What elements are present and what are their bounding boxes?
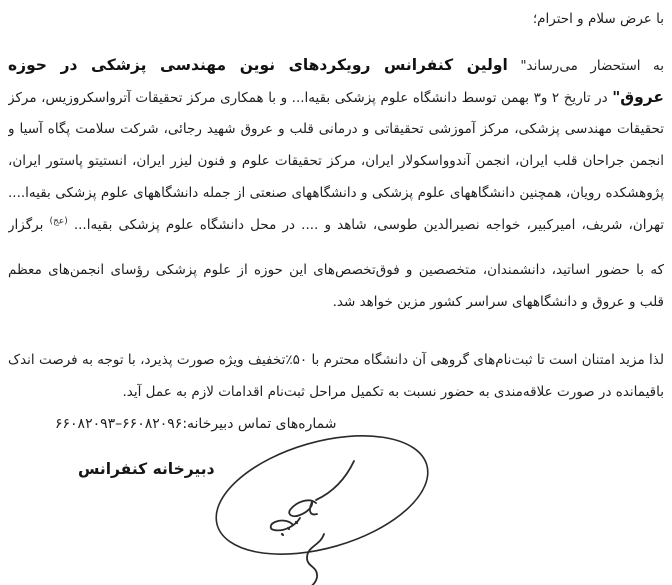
body-text: برگزار — [8, 217, 44, 233]
body-text: پژوهشکده رویان، همچنین دانشگاههای علوم پزشکی و دانشگاههای صنعتی از جمله دانشگاههای علوم پزشکی بقیه‌ا.... — [8, 185, 664, 201]
conference-title-part2: عروق" — [612, 88, 664, 106]
intro-text: به استحضار می‌رساند" — [507, 58, 664, 74]
body-text: باقیمانده در صورت علاقه‌مندی به حضور نسبت به تکمیل مراحل ثبت‌نام اقدامات لازم به عمل آید. — [122, 384, 664, 400]
paragraph-line — [8, 113, 664, 145]
body-text: تهران، شریف، امیرکبیر، خواجه نصیرالدین طوسی، شاهد و .... در محل دانشگاه علوم پزشکی بقیه‌ا... — [67, 217, 664, 233]
paragraph-line — [8, 49, 664, 81]
signature-stroke-loops — [289, 500, 317, 516]
paragraph-line — [8, 376, 664, 408]
contact-phone-numbers: ۶۶۰۸۲۰۹۳–۶۶۰۸۲۰۹۶ — [55, 416, 183, 432]
conference-title-part1: اولین کنفرانس رویکردهای نوین مهندسی پزشکی در حوزه — [8, 56, 508, 74]
signature-oval — [203, 424, 442, 576]
body-text: در تاریخ ۲ و۳ بهمن توسط دانشگاه علوم پزشکی بقیه‌ا... و با همکاری مرکز تحقیقات آترواسکروزیس، مرکز — [8, 90, 613, 106]
paragraph-registration — [8, 344, 664, 408]
body-text: تحقیقات مهندسی پزشکی، مرکز آموزشی تحقیقاتی و درمانی قلب و عروق شهید رجائی، شرکت سلامت پگاه آسیا و — [8, 121, 664, 137]
paragraph-attendees — [8, 254, 664, 318]
aj-honorific-superscript: (عج) — [49, 216, 68, 227]
contact-label: شماره‌های تماس دبیرخانه: — [182, 416, 337, 432]
body-text: که با حضور اساتید، دانشمندان، متخصصین و فوق‌تخصص‌های این حوزه از علوم پزشکی رؤسای انجمن‌های معظم — [8, 262, 664, 278]
paragraph-line — [8, 81, 664, 113]
paragraph-announcement — [8, 49, 664, 241]
body-text: لذا مزید امتنان است تا ثبت‌نام‌های گروهی آن دانشگاه محترم با ۵۰٪تخفیف ویژه صورت پذیرد، با توجه به فرصت اندک — [8, 352, 664, 368]
signature-label: دبیرخانه کنفرانس — [78, 460, 215, 478]
paragraph-line — [8, 286, 664, 318]
paragraph-line — [8, 209, 664, 241]
signature-stroke-lower — [271, 518, 300, 530]
body-text: انجمن جراحان قلب ایران، انجمن آندوواسکولار ایران، مرکز تحقیقات علوم و فنون لیزر ایران، انستیتو پاستور ایران، — [8, 153, 664, 169]
signature-stroke-tail — [307, 534, 324, 585]
greeting-line: با عرض سلام و احترام؛ — [532, 11, 664, 27]
body-text: قلب و عروق و دانشگاههای سراسر کشور مزین خواهد شد. — [332, 294, 664, 310]
paragraph-line — [8, 254, 664, 286]
signature-stroke-diagonal — [316, 461, 354, 500]
paragraph-line — [8, 344, 664, 376]
signature-stamp — [196, 424, 448, 585]
paragraph-line — [8, 145, 664, 177]
paragraph-line — [8, 177, 664, 209]
